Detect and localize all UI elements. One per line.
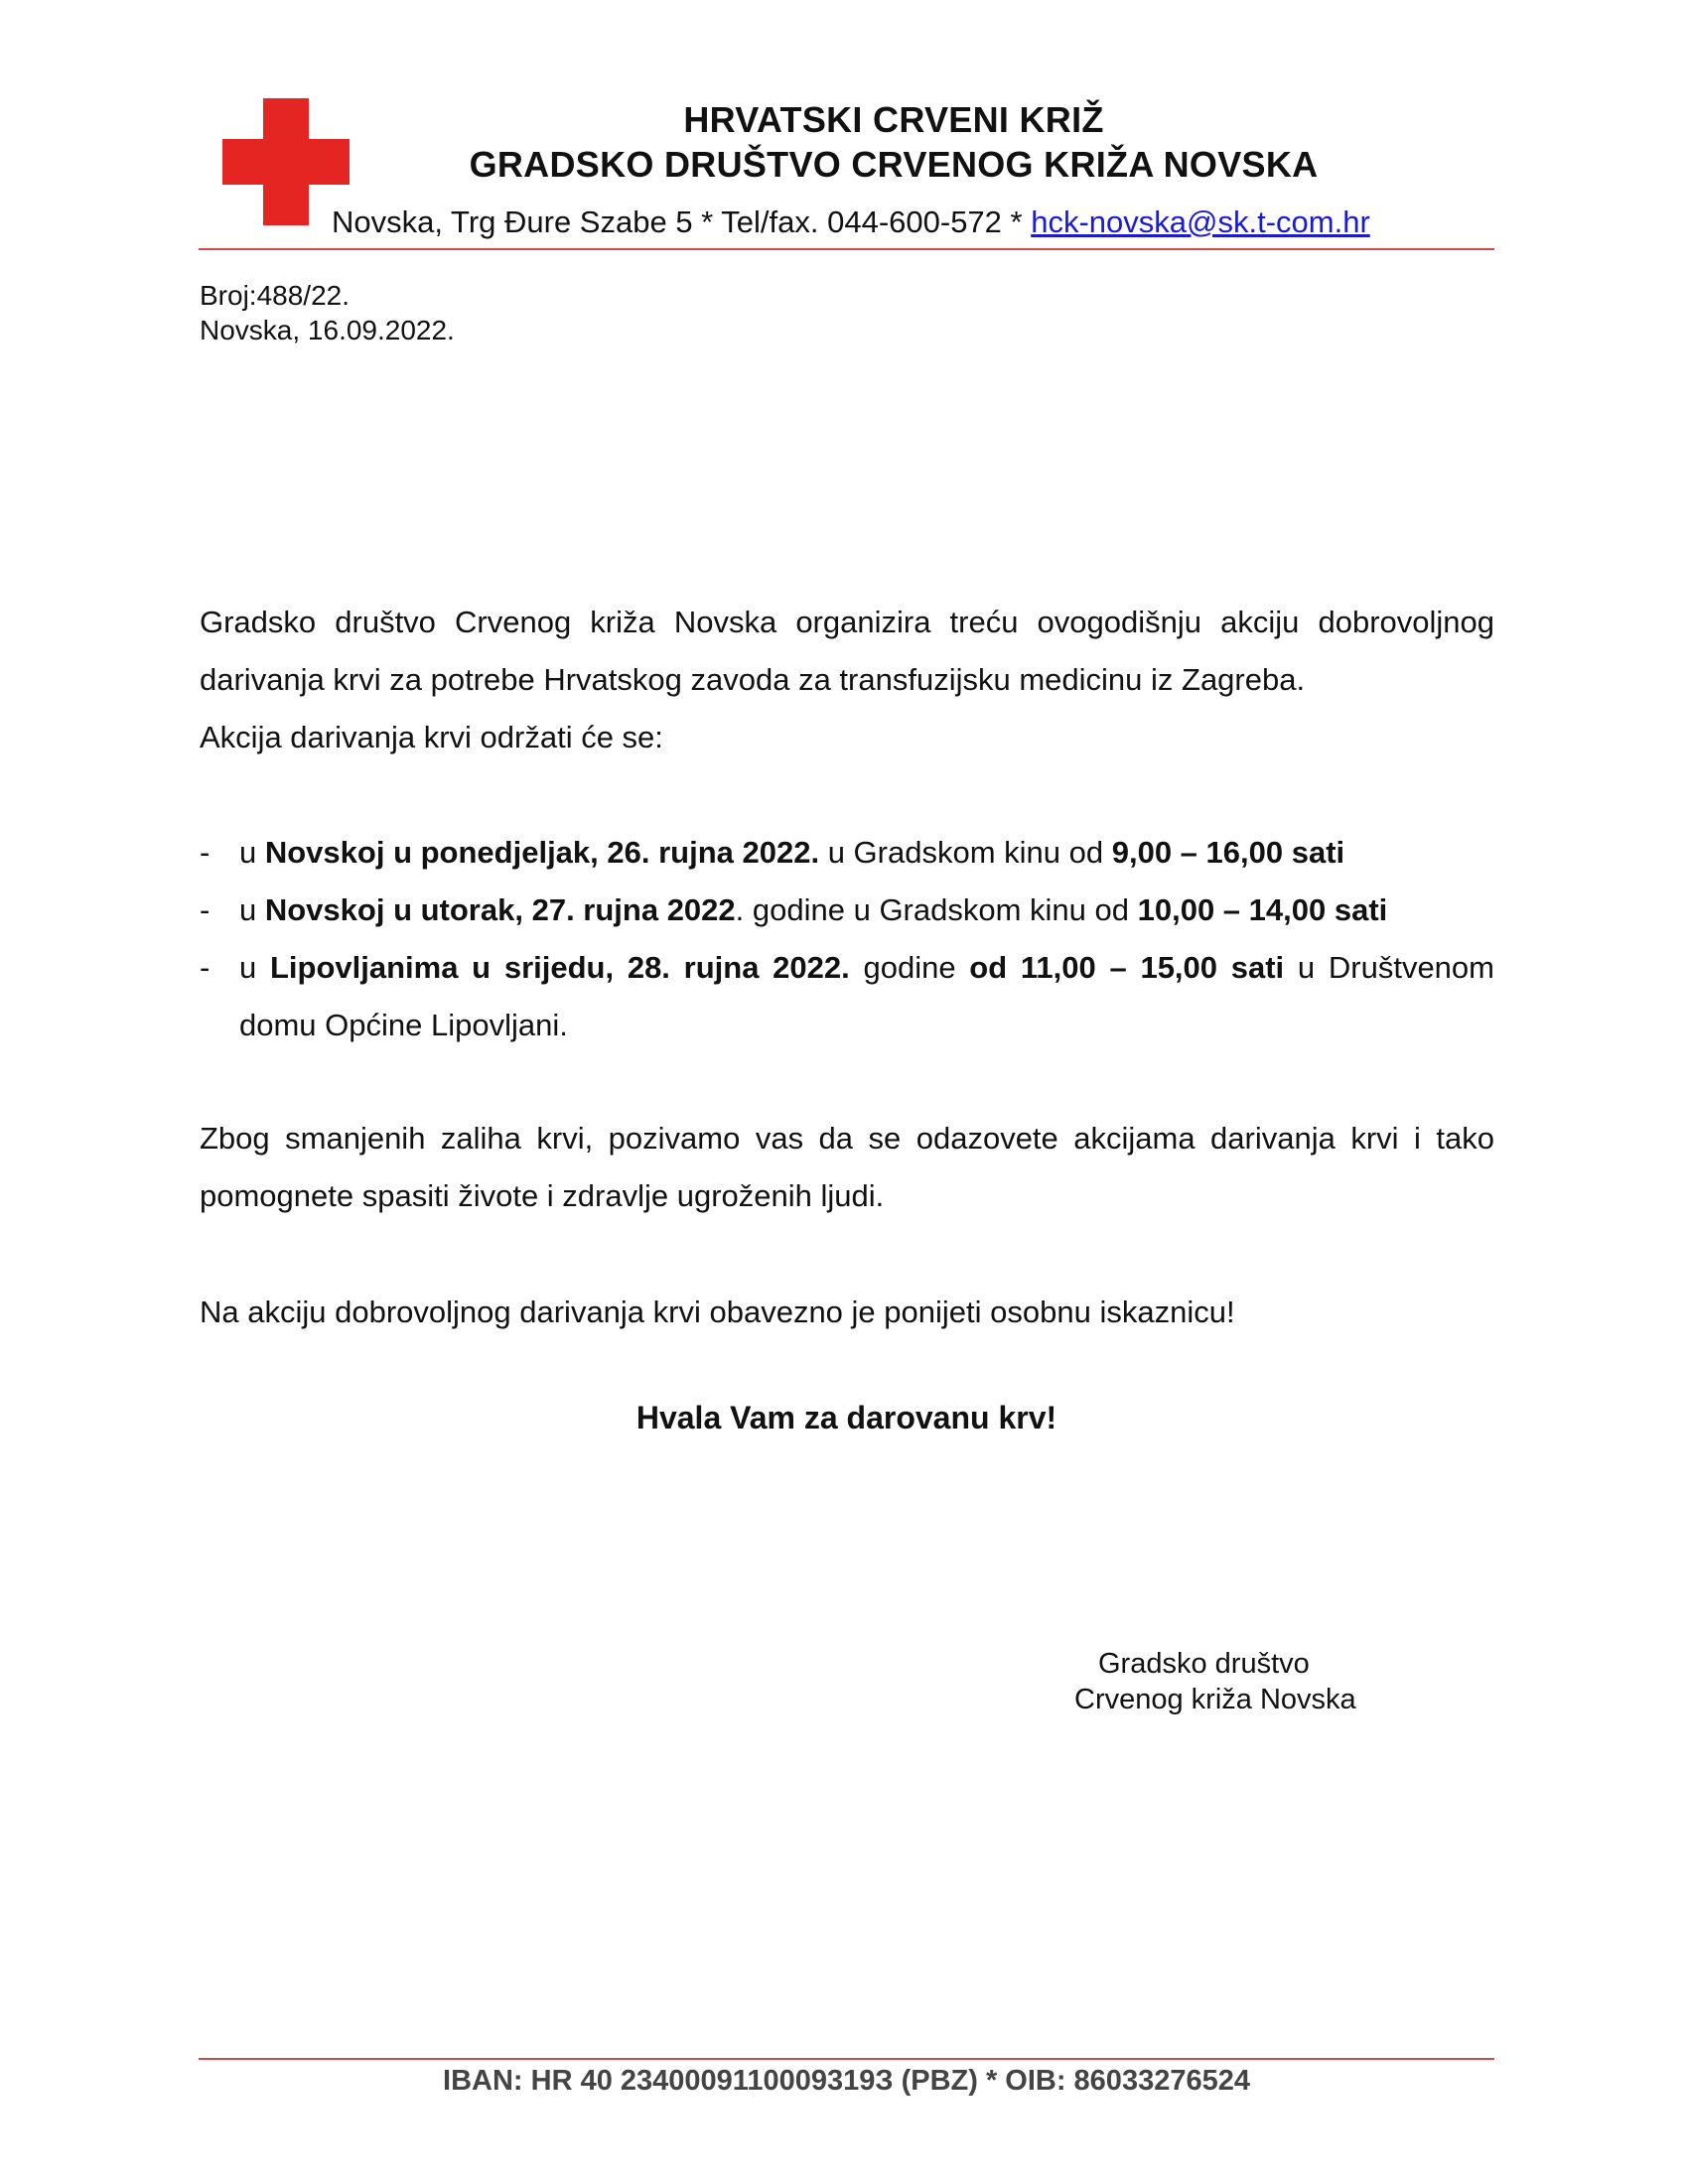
header-divider — [199, 248, 1494, 250]
email-link[interactable]: hck-novska@sk.t-com.hr — [1031, 205, 1370, 239]
list-dash: - — [200, 835, 211, 870]
event-place-date: Novskoj u utorak, 27. rujna 2022 — [264, 892, 736, 927]
event-time: 10,00 – 14,00 sati — [1137, 892, 1388, 927]
event-place-date: Novskoj u ponedjeljak, 26. rujna 2022. — [264, 835, 820, 870]
event-list — [200, 824, 1494, 1054]
appeal-paragraph: Zbog smanjenih zaliha krvi, pozivamo vas da se odazovete akcijama darivanja krvi i tako pomognete spasiti živote i zdravlje ugroženih ljudi. — [200, 1121, 1494, 1213]
contact-line — [332, 205, 1370, 240]
event-venue: u Društvenom domu Općine Lipovljani. — [239, 950, 1494, 1042]
event-location: . godine u Gradskom kinu od — [735, 892, 1138, 927]
intro-section — [200, 594, 1494, 766]
list-item — [200, 824, 1494, 882]
reference-number: Broj:488/22. — [200, 280, 350, 311]
organization-title: HRVATSKI CRVENI KRIŽ — [683, 99, 1104, 140]
list-item — [200, 939, 1494, 1054]
appeal-section — [200, 1110, 1494, 1225]
intro-paragraph: Gradsko društvo Crvenog križa Novska organizira treću ovogodišnju akciju dobrovoljnog darivanja krvi za potrebe Hrvatskog zavoda za transfuzijsku medicinu iz Zagreba. — [200, 605, 1494, 697]
intro-lead: Akcija darivanja krvi održati će se: — [200, 720, 663, 754]
event-time: od 11,00 – 15,00 sati — [969, 950, 1285, 985]
id-notice: Na akciju dobrovoljnog darivanja krvi obavezno je ponijeti osobnu iskaznicu! — [200, 1295, 1235, 1329]
event-time: 9,00 – 16,00 sati — [1111, 835, 1345, 870]
event-location: u Gradskom kinu od — [819, 835, 1112, 870]
event-place-date: Lipovljanima u srijedu, 28. rujna 2022. — [269, 950, 850, 985]
event-location: godine — [849, 950, 970, 985]
signature-line2: Crvenog križa Novska — [1074, 1684, 1356, 1715]
thanks-line: Hvala Vam za darovanu krv! — [635, 1400, 1057, 1435]
list-dash: - — [200, 892, 211, 927]
event-prefix: u — [239, 950, 270, 985]
list-dash: - — [200, 950, 211, 985]
list-item — [200, 882, 1494, 939]
organization-subtitle: GRADSKO DRUŠTVO CRVENOG KRIŽA NOVSKA — [469, 144, 1319, 185]
address-text: Novska, Trg Đure Szabe 5 * Tel/fax. 044-600-572 * — [332, 205, 1032, 239]
place-date: Novska, 16.09.2022. — [200, 315, 455, 345]
event-prefix: u — [239, 835, 265, 870]
footer-bank-info: IBAN: HR 40 2340009110009319З (PBZ) * OIB: 86033276524 — [443, 2065, 1250, 2097]
event-prefix: u — [239, 892, 265, 927]
signature-line1: Gradsko društvo — [1098, 1648, 1310, 1680]
id-notice-section — [200, 1284, 1494, 1341]
footer-divider — [199, 2058, 1494, 2060]
